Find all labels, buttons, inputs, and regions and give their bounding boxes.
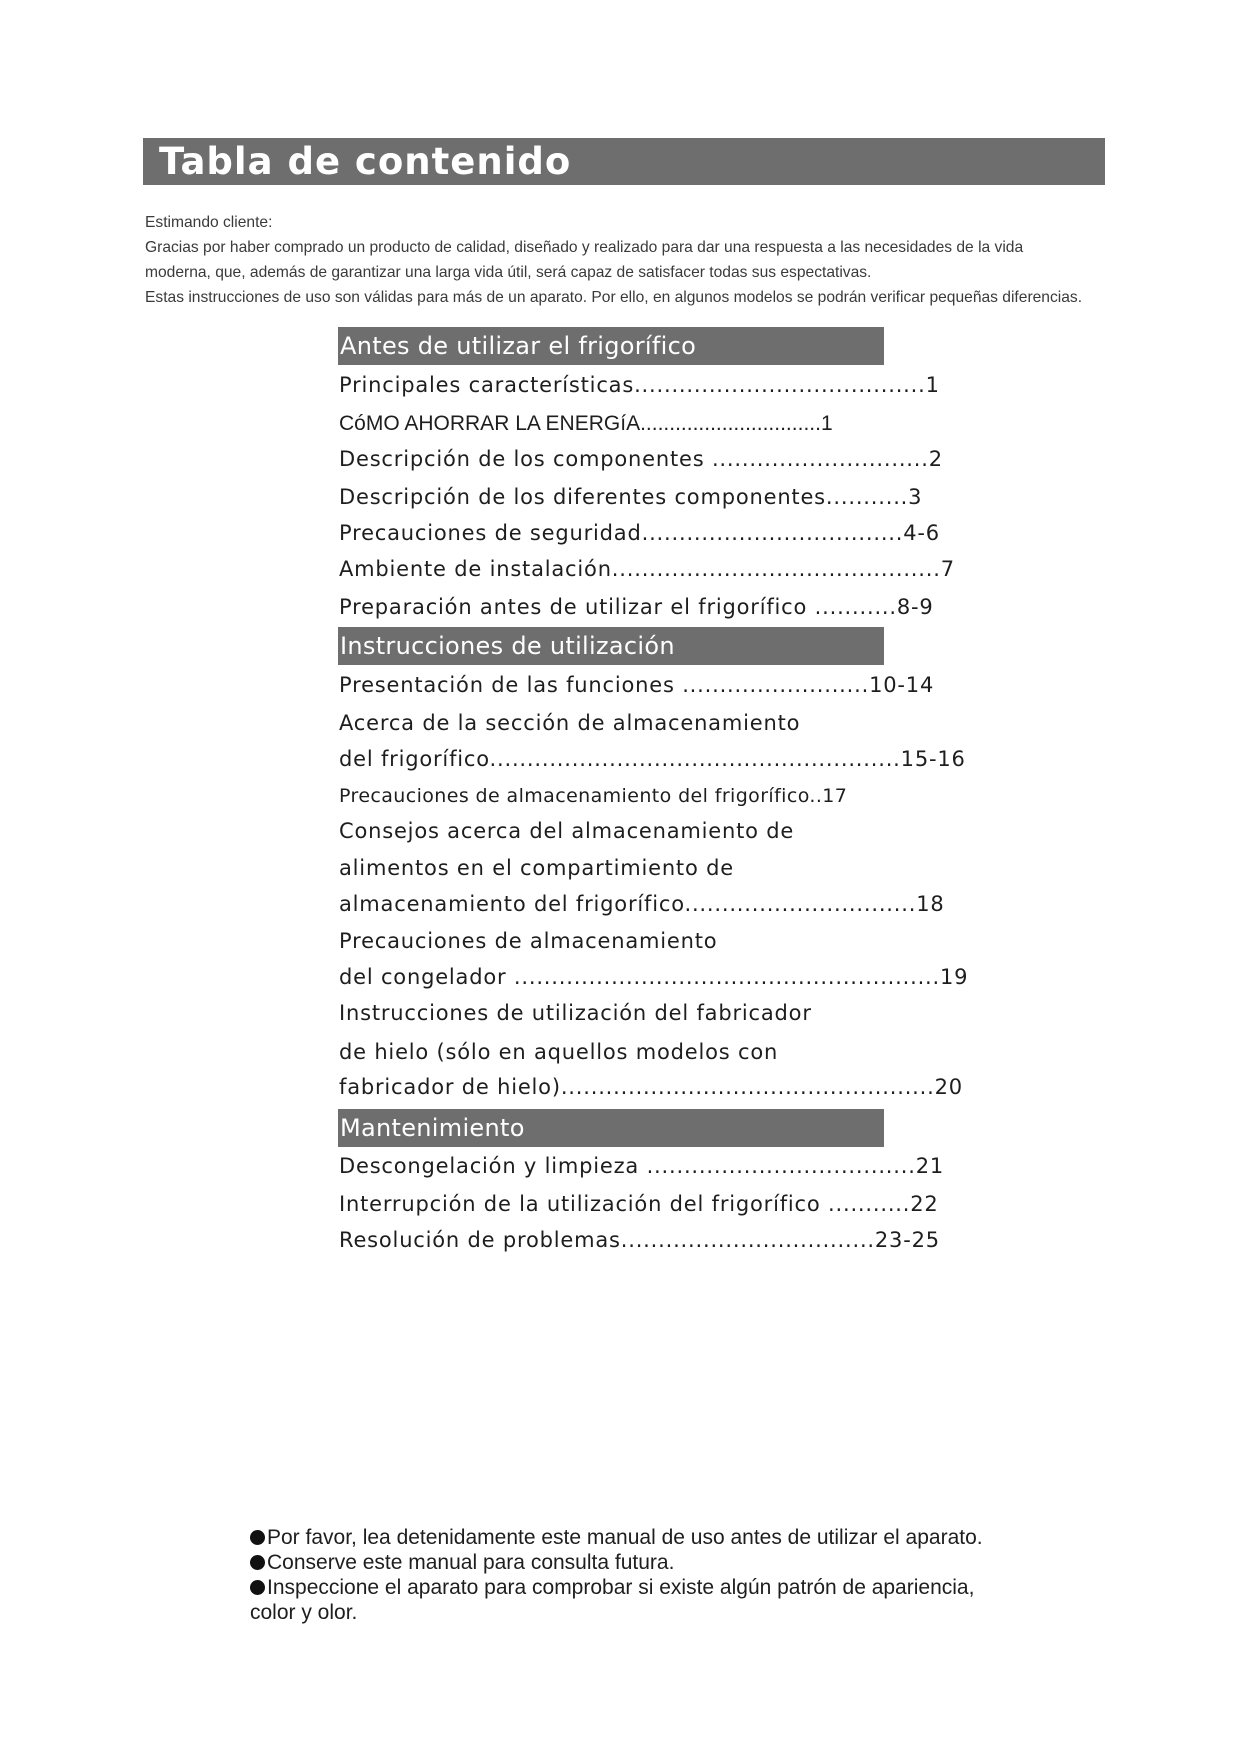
note-item — [250, 1525, 1130, 1550]
intro-greeting: Estimando cliente: — [145, 214, 273, 231]
intro-line: Gracias por haber comprado un producto de calidad, diseñado y realizado para dar una respuesta a las necesidades de la vida — [145, 239, 1024, 256]
toc-entry: fabricador de hielo)..................................................20 — [339, 1075, 963, 1099]
toc-entry: Presentación de las funciones .........................10-14 — [339, 673, 935, 697]
intro-line: moderna, que, además de garantizar una larga vida útil, será capaz de satisfacer todas sus espectativas. — [145, 264, 872, 281]
toc-entry: alimentos en el compartimiento de — [339, 856, 734, 880]
toc-entry: Interrupción de la utilización del frigorífico ...........22 — [339, 1192, 939, 1216]
toc-entry: Precauciones de almacenamiento del frigorífico..17 — [339, 785, 848, 807]
note-item — [250, 1550, 1130, 1575]
toc-entry: del congelador .........................................................19 — [339, 965, 969, 989]
toc-entry: Preparación antes de utilizar el frigorífico ...........8-9 — [339, 595, 934, 619]
toc-entry: Acerca de la sección de almacenamiento — [339, 711, 801, 735]
toc-entry: almacenamiento del frigorífico...............................18 — [339, 892, 945, 916]
toc-entry: Consejos acerca del almacenamiento de — [339, 819, 795, 843]
page-title-bar — [143, 138, 1105, 185]
toc-entry: Precauciones de seguridad...................................4-6 — [339, 521, 940, 545]
intro-text — [145, 210, 1110, 310]
section-heading-instrucciones: Instrucciones de utilización — [338, 627, 884, 665]
note-item-continued: color y olor. — [250, 1601, 358, 1624]
note-text: Inspeccione el aparato para comprobar si existe algún patrón de apariencia, — [267, 1576, 975, 1599]
note-text: Conserve este manual para consulta futura. — [267, 1551, 675, 1574]
toc-entry: Precauciones de almacenamiento — [339, 929, 718, 953]
toc-entry: Principales características.......................................1 — [339, 373, 940, 397]
section-heading-antes: Antes de utilizar el frigorífico — [338, 327, 884, 365]
toc-entry: Resolución de problemas..................................23-25 — [339, 1228, 940, 1252]
toc-entry: Descripción de los componentes .............................2 — [339, 447, 943, 471]
bullet-icon — [250, 1530, 265, 1545]
bullet-icon — [250, 1555, 265, 1570]
footer-notes — [250, 1525, 1130, 1625]
toc-entry: de hielo (sólo en aquellos modelos con — [339, 1040, 779, 1064]
toc-entry: Descripción de los diferentes componentes...........3 — [339, 485, 923, 509]
toc-entry: del frigorífico.......................................................15-16 — [339, 747, 966, 771]
note-item — [250, 1575, 1130, 1600]
note-text: Por favor, lea detenidamente este manual de uso antes de utilizar el aparato. — [267, 1526, 983, 1549]
bullet-icon — [250, 1580, 265, 1595]
intro-line: Estas instrucciones de uso son válidas para más de un aparato. Por ello, en algunos modelos se podrán verificar pequeñas diferencias. — [145, 289, 1083, 306]
toc-entry: Descongelación y limpieza ....................................21 — [339, 1154, 945, 1178]
toc-entry: Ambiente de instalación............................................7 — [339, 557, 955, 581]
toc-entry: CóMO AHORRAR LA ENERGíA...............................1 — [339, 412, 833, 435]
page-title: Tabla de contenido — [159, 140, 572, 183]
section-heading-mantenimiento: Mantenimiento — [338, 1109, 884, 1147]
toc-entry: Instrucciones de utilización del fabricador — [339, 1001, 812, 1025]
